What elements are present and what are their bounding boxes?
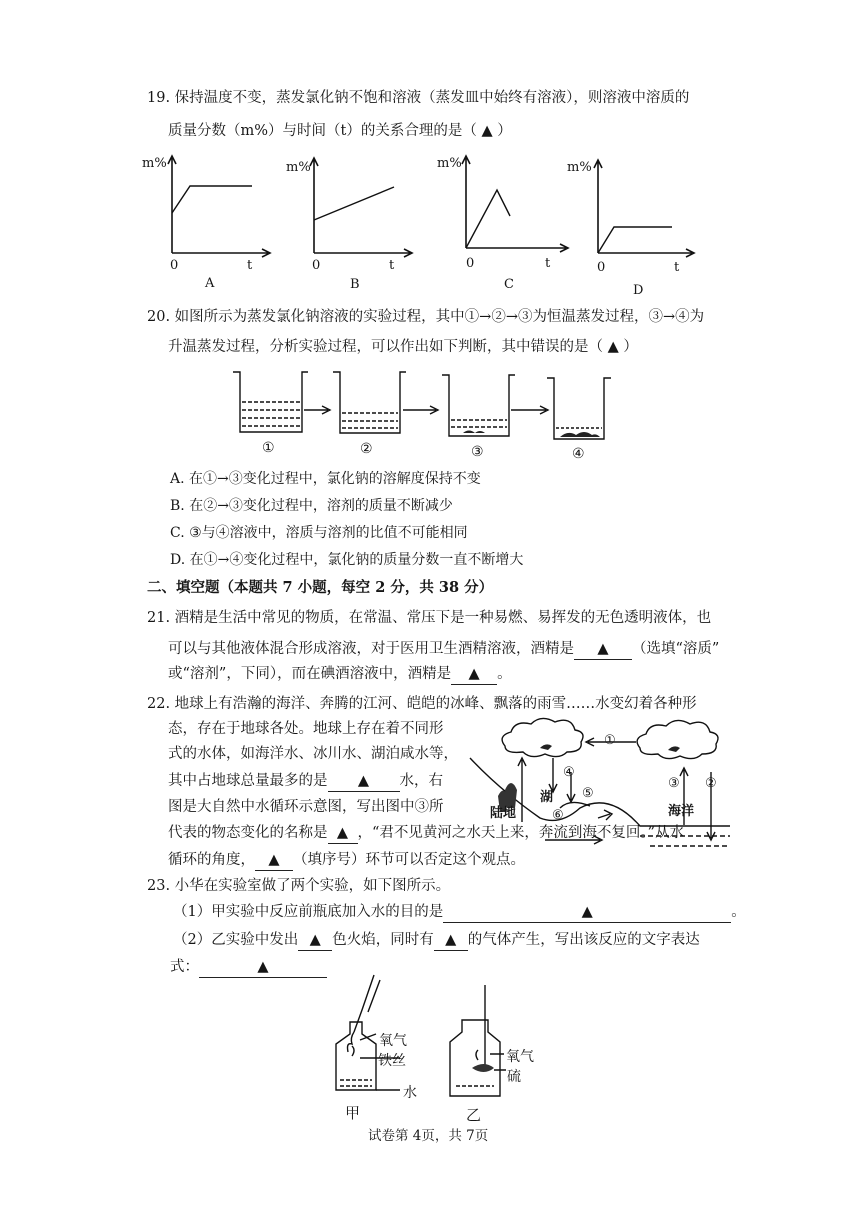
jia-name: 甲 [345, 1104, 361, 1122]
q23-line3-mid: 色火焰，同时有 [332, 932, 434, 948]
graph-c [462, 156, 568, 252]
graph-c-ylabel: m% [437, 156, 462, 171]
yi-sulfur-label: 硫 [507, 1069, 521, 1085]
cycle-arrow-5: ⑤ [582, 786, 594, 801]
cycle-ocean-label: 海洋 [668, 804, 695, 819]
bottle-yi [450, 985, 506, 1096]
graph-b-option: B [350, 277, 360, 292]
q22-line4 [168, 771, 443, 792]
q23-line1: 23. 小华在实验室做了两个实验，如下图所示。 [147, 878, 451, 894]
cloud-right [637, 720, 718, 758]
q23-line4-text: 式： [170, 959, 199, 975]
cycle-arrow-4: ④ [563, 765, 575, 780]
q20-line1: 20. 如图所示为蒸发氯化钠溶液的实验过程，其中①→②→③为恒温蒸发过程，③→④为 [147, 309, 705, 325]
q21-line3-tail: 。 [497, 666, 512, 682]
q23-line3-text: （2）乙实验中发出 [173, 932, 299, 948]
graph-d-option: D [633, 283, 644, 298]
beaker-4 [547, 378, 611, 439]
arrow-3-4 [511, 406, 548, 414]
cloud-left [502, 718, 583, 756]
cycle-arrow-2: ② [705, 776, 717, 791]
graph-a [168, 156, 270, 257]
q21-blank-1[interactable]: ▲ [574, 639, 632, 660]
q20-option-d: D. 在①→④变化过程中，氯化钠的质量分数一直不断增大 [170, 552, 524, 568]
q23-line4 [170, 957, 327, 978]
yi-oxygen-label: 氧气 [506, 1049, 534, 1065]
q22-line2: 态，存在于地球各处。地球上存在着不同形 [168, 721, 444, 737]
q23-blank-3[interactable]: ▲ [434, 930, 468, 951]
jia-water-label: 水 [403, 1085, 417, 1101]
q20-option-c: C. ③与④溶液中，溶质与溶剂的比值不可能相同 [170, 525, 468, 541]
q22-line7-tail: （填序号）环节可以否定这个观点。 [293, 852, 525, 868]
q21-blank-2[interactable]: ▲ [451, 664, 497, 685]
q21-line3-text: 或“溶剂”，下同），而在碘酒溶液中，酒精是 [168, 666, 452, 682]
graph-b-ylabel: m% [286, 160, 311, 175]
q21-line2-text: 可以与其他液体混合形成溶液，对于医用卫生酒精溶液，酒精是 [168, 641, 574, 657]
q23-line2-text: （1）甲实验中反应前瓶底加入水的目的是 [173, 904, 444, 920]
graph-c-option: C [504, 277, 514, 292]
beaker-label-1: ① [262, 440, 275, 456]
q22-line4-text: 其中占地球总量最多的是 [168, 773, 328, 789]
beaker-label-2: ② [360, 441, 373, 457]
q23-blank-4[interactable]: ▲ [199, 957, 327, 978]
jia-oxygen-label: 氧气 [379, 1033, 407, 1049]
graph-c-xlabel: t [545, 256, 551, 271]
q19-line1: 19. 保持温度不变，蒸发氯化钠不饱和溶液（蒸发皿中始终有溶液），则溶液中溶质的 [147, 90, 690, 106]
q22-blank-2[interactable]: ▲ [328, 823, 358, 844]
graph-a-xlabel: t [247, 258, 253, 273]
graph-d-xlabel: t [674, 260, 680, 275]
q22-blank-3[interactable]: ▲ [255, 850, 293, 871]
q21-line2-tail: （选填“溶质” [632, 641, 720, 657]
section-2-heading: 二、填空题（本题共 7 小题，每空 2 分，共 38 分） [147, 579, 494, 596]
q22-line5: 图是大自然中水循环示意图，写出图中③所 [168, 799, 444, 815]
yi-name: 乙 [466, 1106, 482, 1124]
graph-b-xlabel: t [389, 258, 395, 273]
q22-line7 [168, 850, 525, 871]
beaker-2 [333, 372, 406, 433]
cycle-arrow-6: ⑥ [552, 808, 564, 823]
q23-blank-2[interactable]: ▲ [298, 930, 332, 951]
q23-line2-tail: 。 [731, 904, 746, 920]
page-footer: 试卷第 4页，共 7页 [368, 1128, 489, 1144]
graph-d-origin: 0 [597, 260, 606, 275]
graph-a-option: A [205, 276, 215, 291]
graph-b [310, 158, 412, 257]
q22-line3: 式的水体，如海洋水、冰川水、湖泊咸水等， [168, 746, 458, 762]
q23-line2 [173, 902, 746, 923]
q22-line6 [168, 823, 684, 844]
q19-line2: 质量分数（m%）与时间（t）的关系合理的是（ ▲ ） [168, 123, 512, 139]
graph-b-origin: 0 [312, 258, 321, 273]
q22-line4-tail: 水，右 [399, 773, 443, 789]
graph-a-origin: 0 [170, 258, 179, 273]
q21-line2 [168, 639, 719, 660]
cycle-lake-label: 湖 [540, 790, 554, 805]
graph-d-ylabel: m% [567, 160, 592, 175]
q22-line7-text: 循环的角度， [168, 852, 255, 868]
q21-line3 [168, 664, 512, 685]
graph-c-origin: 0 [466, 256, 475, 271]
q23-line3 [173, 930, 700, 951]
cycle-arrow-3: ③ [668, 776, 680, 791]
q22-line1: 22. 地球上有浩瀚的海洋、奔腾的江河、皑皑的冰峰、飘落的雨雪……水变幻着各种形 [147, 696, 697, 712]
jia-wire-label: 铁丝 [378, 1053, 406, 1069]
beaker-label-4: ④ [572, 446, 585, 462]
q21-line1: 21. 酒精是生活中常见的物质，在常温、常压下是一种易燃、易挥发的无色透明液体，也 [147, 610, 712, 626]
q23-blank-1[interactable]: ▲ [443, 902, 731, 923]
graph-a-ylabel: m% [142, 156, 167, 171]
q22-line6-text: 代表的物态变化的名称是 [168, 825, 328, 841]
graph-d [594, 160, 694, 257]
q20-option-a: A. 在①→③变化过程中，氯化钠的溶解度保持不变 [170, 471, 481, 487]
arrow-1-2 [304, 406, 330, 414]
q22-line6-tail: ，“君不见黄河之水天上来，奔流到海不复回。”从水 [357, 825, 685, 841]
q20-option-b: B. 在②→③变化过程中，溶剂的质量不断减少 [170, 498, 453, 514]
beaker-3 [442, 375, 515, 436]
arrow-2-3 [403, 406, 438, 414]
q22-blank-1[interactable]: ▲ [328, 771, 400, 792]
beaker-label-3: ③ [471, 444, 484, 460]
q20-line2: 升温蒸发过程，分析实验过程，可以作出如下判断，其中错误的是（ ▲ ） [168, 339, 638, 355]
beaker-1 [233, 372, 308, 432]
cycle-land-label: 陆地 [490, 806, 517, 821]
q23-line3-tail: 的气体产生，写出该反应的文字表达 [467, 932, 700, 948]
cycle-arrow-1: ① [604, 733, 616, 748]
